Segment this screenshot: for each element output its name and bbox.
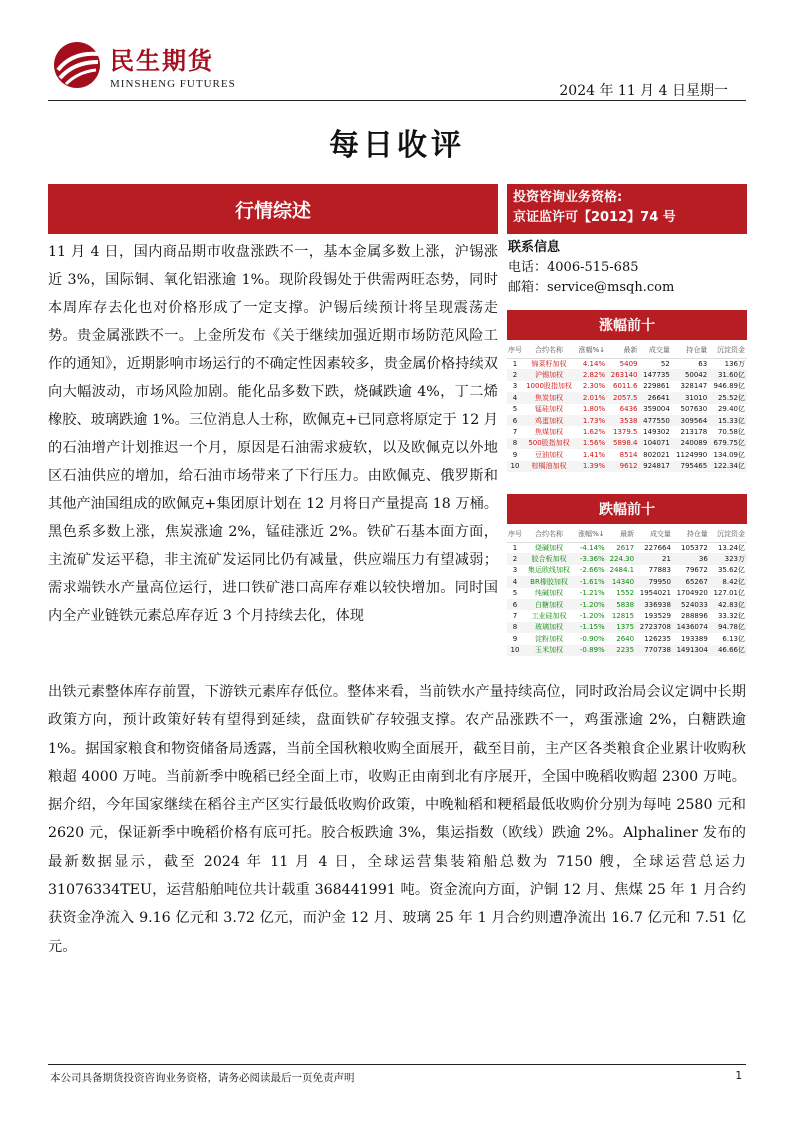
- contact-phone: 电话：4006-515-685: [508, 260, 639, 275]
- table-cell: 122.34亿: [709, 461, 747, 472]
- losers-table: [507, 526, 747, 656]
- table-header: 最新: [607, 342, 639, 358]
- table-row: [507, 633, 747, 644]
- table-cell: 1.41%: [582, 450, 606, 459]
- table-cell: 240089: [672, 438, 709, 449]
- table-cell: 6.13亿: [722, 634, 745, 643]
- table-cell: 770738: [636, 645, 673, 656]
- table-cell: 31010: [672, 392, 709, 403]
- table-cell: 15.33亿: [709, 415, 747, 426]
- table-cell: 500股指加权: [525, 438, 575, 449]
- table-cell: 1436074: [673, 622, 710, 633]
- section-title-market-overview: 行情综述: [48, 184, 498, 234]
- table-cell: 35.62亿: [717, 566, 745, 575]
- table-row: [507, 576, 747, 587]
- table-header: 成交量: [636, 526, 673, 542]
- table-cell: 336938: [636, 599, 673, 610]
- table-cell: 2484.1: [609, 566, 635, 575]
- page-title: 每日收评: [329, 128, 465, 163]
- table-row: [507, 542, 747, 553]
- table-cell: 52: [660, 359, 670, 368]
- table-cell: 127.01亿: [713, 589, 745, 598]
- table-cell: 1491304: [673, 645, 710, 656]
- table-cell: -1.20%: [579, 612, 605, 621]
- table-cell: 淀粉加权: [535, 634, 563, 643]
- table-cell: 2640: [616, 634, 635, 643]
- table-cell: 3538: [607, 415, 639, 426]
- table-cell: 1124990: [676, 450, 708, 459]
- table-cell: 玉米加权: [525, 645, 575, 656]
- footer-disclaimer: 本公司具备期货投资咨询业务资格，请务必阅读最后一页免责声明: [50, 1072, 355, 1084]
- table-cell: 924817: [639, 461, 671, 472]
- overview-paragraph-full: 出铁元素整体库存前置，下游铁元素库存低位。整体来看，当前铁水产量持续高位，同时政治局会议定调中长期政策方向，预计政策好转有望得到延续，盘面铁矿存较强支撑。农产品涨跌不一，鸡蛋涨逾 2%，白糖跌逾 1%。据国家粮食和物资储备局透露，当前全国秋粮收购全面展开，截至目前，主产区各类粮食企业累计收购秋粮超 4000 万吨。当前新季中晚稻已经全面上市，收购正由南到北有序展开，全国中晚稻收购超 2300 万吨。据介绍，今年国家继续在稻谷主产区实行最低收购价政策，中晚籼稻和粳稻最低收购价分别为每吨 2580 元和 2620 元，保证新季中晚稻价格有底可托。胶合板跌逾 3%，集运指数（欧线）跌逾 2%。Alphaliner 发布的最新数据显示，截至 2024 年 11 月 4 日，全球运营集装箱船总数为 7150 艘，全球运营总运力 31076334TEU，运营船舶吨位共计载重 368441991 吨。资金流向方面，沪铜 12 月、焦煤 25 年 1 月合约获资金净流入 9.16 亿元和 3.72 亿元，而沪金 12 月、玻璃 25 年 1 月合约则遭净流出 16.7 亿元和 7.51 亿元。: [48, 684, 746, 955]
- table-cell: 65267: [673, 576, 710, 587]
- report-date: 2024 年 11 月 4 日星期一: [559, 83, 728, 99]
- qualification-box: [507, 184, 747, 234]
- table-cell: 1.39%: [575, 461, 607, 472]
- table-row: [507, 565, 747, 576]
- table-cell: 1375: [607, 622, 636, 633]
- table-header: 合约名称: [525, 342, 575, 358]
- table-cell: 5409: [619, 359, 638, 368]
- table-cell: 豆油加权: [535, 450, 563, 459]
- table-row: [507, 358, 747, 369]
- header-divider: [48, 100, 746, 101]
- table-cell: 9: [512, 634, 518, 643]
- table-header: 持仓量: [673, 526, 710, 542]
- table-cell: 4: [507, 576, 525, 587]
- table-cell: 13.24亿: [717, 543, 745, 552]
- table-cell: 工业硅加权: [531, 612, 567, 621]
- table-cell: 1000股指加权: [526, 382, 572, 391]
- table-cell: 79672: [685, 566, 708, 575]
- table-cell: 玻璃加权: [525, 622, 575, 633]
- table-cell: 359004: [643, 405, 670, 414]
- table-cell: 6011.6: [612, 382, 638, 391]
- table-cell: 5838: [607, 599, 636, 610]
- table-cell: 4.14%: [582, 359, 606, 368]
- losers-title: 跌幅前十: [507, 494, 747, 524]
- table-cell: 21: [636, 553, 673, 564]
- table-cell: 227664: [644, 543, 671, 552]
- table-row: [507, 449, 747, 460]
- table-cell: 105372: [681, 543, 708, 552]
- table-header: 最新: [607, 526, 636, 542]
- table-cell: 7: [512, 612, 518, 621]
- table-cell: 136万: [724, 359, 745, 368]
- table-cell: 946.89亿: [713, 382, 745, 391]
- table-cell: 10: [507, 645, 525, 656]
- company-logo: [50, 40, 236, 90]
- table-row: [507, 553, 747, 564]
- table-cell: 795465: [672, 461, 709, 472]
- qualification-license: 京证监许可【2012】74 号: [513, 210, 676, 225]
- page-number: 1: [735, 1070, 742, 1082]
- table-row: [507, 622, 747, 633]
- table-row: [507, 426, 747, 437]
- table-cell: -1.20%: [575, 599, 607, 610]
- table-row: [507, 610, 747, 621]
- minsheng-logo-icon: [50, 40, 106, 90]
- table-cell: 12815: [611, 612, 635, 621]
- table-cell: 33.32亿: [717, 612, 745, 621]
- table-row: [507, 415, 747, 426]
- footer-divider: [48, 1064, 746, 1065]
- table-cell: 213178: [680, 428, 708, 437]
- table-header: 持仓量: [672, 342, 709, 358]
- table-cell: 2: [507, 553, 525, 564]
- table-cell: 477550: [639, 415, 671, 426]
- table-row: [507, 404, 747, 415]
- table-row: [507, 645, 747, 656]
- table-cell: 白糖加权: [525, 599, 575, 610]
- table-header: 序号: [507, 526, 525, 542]
- table-cell: 42.83亿: [710, 599, 747, 610]
- contact-email: 邮箱：service@msqh.com: [508, 280, 675, 295]
- table-cell: 193389: [681, 634, 708, 643]
- table-cell: -0.90%: [579, 634, 605, 643]
- table-header: 合约名称: [525, 526, 575, 542]
- table-cell: 5898.4: [607, 438, 639, 449]
- qualification-label: 投资咨询业务资格:: [513, 190, 623, 205]
- table-cell: 1704920: [676, 589, 708, 598]
- table-header: 序号: [507, 342, 525, 358]
- table-cell: 1.56%: [575, 438, 607, 449]
- table-cell: -1.15%: [575, 622, 607, 633]
- table-cell: 8.42亿: [710, 576, 747, 587]
- table-cell: 2.82%: [575, 369, 607, 380]
- gainers-title: 涨幅前十: [507, 310, 747, 340]
- table-cell: 288896: [681, 612, 708, 621]
- table-cell: 802021: [643, 450, 670, 459]
- table-cell: 6: [507, 415, 525, 426]
- table-cell: 1.73%: [575, 415, 607, 426]
- table-cell: 8514: [619, 450, 638, 459]
- table-cell: 棕榈油加权: [525, 461, 575, 472]
- table-cell: 147735: [639, 369, 671, 380]
- table-cell: 集运欧线加权: [528, 566, 570, 575]
- table-cell: 79950: [636, 576, 673, 587]
- contact-title: 联系信息: [508, 240, 561, 255]
- table-cell: 2617: [616, 543, 635, 552]
- table-cell: -0.89%: [575, 645, 607, 656]
- overview-paragraph-narrow: 11 月 4 日，国内商品期市收盘涨跌不一，基本金属多数上涨，沪锡涨近 3%，国际铜、氧化铝涨逾 1%。现阶段锡处于供需两旺态势，同时本周库存去化也对价格形成了一定支撑。沪锡后续预计将呈现震荡走势。贵金属涨跌不一。上金所发布《关于继续加强近期市场防范风险工作的通知》，近期影响市场运行的不确定性因素较多，贵金属价格持续双向大幅波动，市场风险加剧。能化品多数下跌，烧碱跌逾 4%，丁二烯橡胶、玻璃跌逾 1%。三位消息人士称，欧佩克+已同意将原定于 12 月的石油增产计划推迟一个月，原因是石油需求疲软，以及欧佩克以外地区石油供应的增加，给石油市场带来了下行压力。由欧佩克、俄罗斯和其他产油国组成的欧佩克+集团原计划在 12 月将日产量提高 18 万桶。黑色系多数上涨，焦炭涨逾 2%，锰硅涨近 2%。铁矿石基本面方面，主流矿发运平稳，非主流矿发运同比仍有减量，供应端压力有望减弱；需求端铁水产量高位运行，进口铁矿港口高库存难以较快增加。同时国内全产业链铁元素总库存近 3 个月持续去化，体现: [48, 244, 498, 624]
- table-cell: 5: [512, 589, 518, 598]
- table-cell: 309564: [672, 415, 709, 426]
- table-cell: 7: [512, 428, 518, 437]
- table-cell: 193529: [644, 612, 671, 621]
- table-cell: 1954021: [639, 589, 671, 598]
- table-cell: 1: [512, 359, 518, 368]
- table-cell: 63: [698, 359, 708, 368]
- table-cell: 1.62%: [582, 428, 606, 437]
- table-cell: 9: [512, 450, 518, 459]
- table-cell: 679.75亿: [709, 438, 747, 449]
- table-cell: 29.40亿: [717, 405, 745, 414]
- table-row: [507, 588, 747, 599]
- table-row: [507, 381, 747, 392]
- table-cell: 323万: [710, 553, 747, 564]
- table-header: 沉淀资金: [709, 342, 747, 358]
- table-cell: 77883: [648, 566, 671, 575]
- table-cell: 134.09亿: [713, 450, 745, 459]
- table-cell: 焦煤加权: [535, 428, 563, 437]
- contact-info: [508, 238, 674, 298]
- table-row: [507, 392, 747, 403]
- table-header: 沉淀资金: [710, 526, 747, 542]
- table-cell: 10: [507, 461, 525, 472]
- table-cell: 507630: [680, 405, 708, 414]
- table-cell: 70.58亿: [717, 428, 745, 437]
- table-cell: 50042: [672, 369, 709, 380]
- table-cell: 6: [507, 599, 525, 610]
- table-cell: -3.36%: [575, 553, 607, 564]
- table-cell: 4: [507, 392, 525, 403]
- table-cell: BR橡胶加权: [525, 576, 575, 587]
- table-cell: -4.14%: [579, 543, 605, 552]
- table-cell: 1: [512, 543, 518, 552]
- table-cell: -2.66%: [579, 566, 605, 575]
- table-cell: 5: [512, 405, 518, 414]
- table-header: 成交量: [639, 342, 671, 358]
- table-cell: 2.30%: [582, 382, 606, 391]
- table-header: 涨幅%↓: [575, 342, 607, 358]
- table-cell: 31.60亿: [709, 369, 747, 380]
- gainers-table: [507, 342, 747, 472]
- table-cell: 胶合板加权: [525, 553, 575, 564]
- table-cell: 328147: [680, 382, 708, 391]
- table-cell: 1.80%: [582, 405, 606, 414]
- table-cell: 1379.5: [612, 428, 638, 437]
- table-cell: 46.66亿: [710, 645, 747, 656]
- logo-chinese-name: 民生期货: [110, 46, 214, 75]
- logo-english-name: MINSHENG FUTURES: [110, 77, 236, 90]
- table-cell: -1.21%: [579, 589, 605, 598]
- table-cell: 鸡蛋加权: [525, 415, 575, 426]
- table-cell: 104071: [639, 438, 671, 449]
- table-cell: 149302: [643, 428, 670, 437]
- table-row: [507, 438, 747, 449]
- table-cell: 14340: [607, 576, 636, 587]
- table-header: 涨幅%↓: [575, 526, 607, 542]
- table-cell: 524033: [673, 599, 710, 610]
- table-cell: 2: [507, 369, 525, 380]
- table-row: [507, 599, 747, 610]
- table-cell: 3: [512, 382, 518, 391]
- table-cell: 沪锡加权: [525, 369, 575, 380]
- table-cell: 263140: [607, 369, 639, 380]
- table-cell: 2723708: [636, 622, 673, 633]
- table-cell: 2235: [607, 645, 636, 656]
- table-cell: 9612: [607, 461, 639, 472]
- table-cell: 26641: [639, 392, 671, 403]
- table-cell: 2057.5: [607, 392, 639, 403]
- table-cell: 锦菜籽加权: [531, 359, 567, 368]
- table-cell: 烧碱加权: [535, 543, 563, 552]
- table-cell: 1552: [616, 589, 635, 598]
- table-cell: 36: [673, 553, 710, 564]
- table-cell: 3: [512, 566, 518, 575]
- table-cell: -1.61%: [575, 576, 607, 587]
- table-cell: 94.78亿: [710, 622, 747, 633]
- table-cell: 锰硅加权: [535, 405, 563, 414]
- table-row: [507, 461, 747, 472]
- table-cell: 224.30: [607, 553, 636, 564]
- table-cell: 229861: [643, 382, 670, 391]
- table-cell: 25.52亿: [709, 392, 747, 403]
- table-cell: 6436: [619, 405, 638, 414]
- table-cell: 纯碱加权: [535, 589, 563, 598]
- table-cell: 126235: [644, 634, 671, 643]
- table-cell: 2.01%: [575, 392, 607, 403]
- table-cell: 8: [507, 622, 525, 633]
- table-cell: 焦炭加权: [525, 392, 575, 403]
- table-cell: 8: [507, 438, 525, 449]
- table-row: [507, 369, 747, 380]
